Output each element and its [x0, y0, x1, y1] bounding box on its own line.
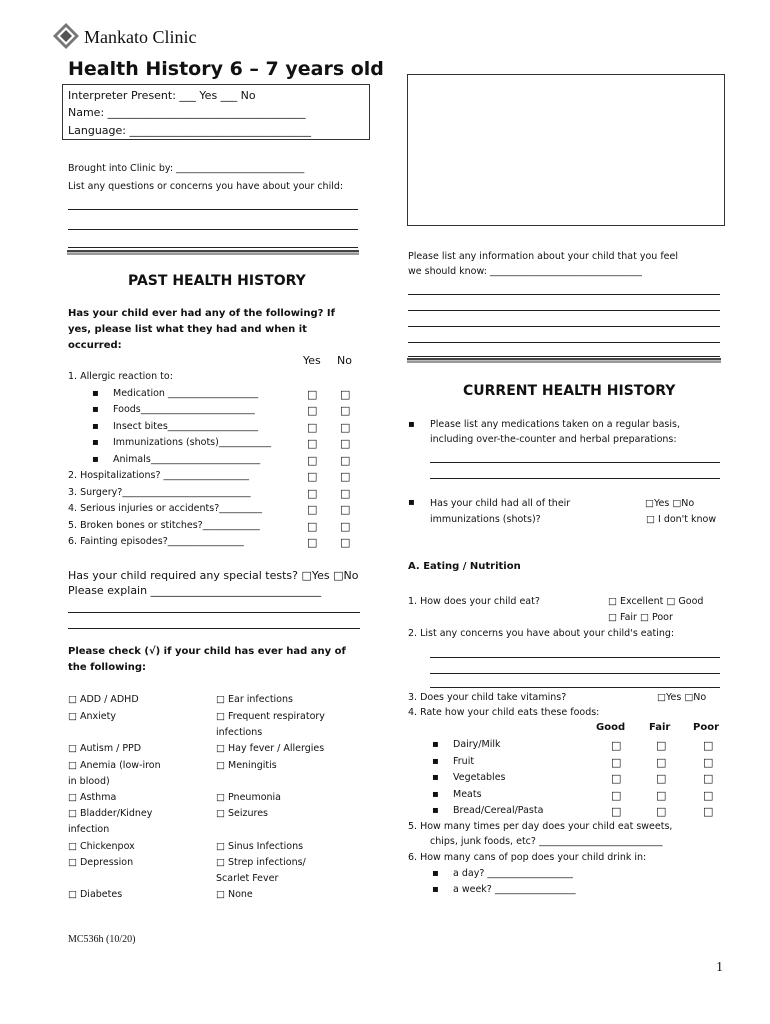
no-checkbox[interactable]: □: [340, 487, 351, 500]
q6-pop: 6. How many cans of pop does your child drink in:: [408, 852, 647, 863]
condition-checkbox-item[interactable]: □ Anemia (low-iron: [68, 760, 161, 771]
info-line[interactable]: [408, 326, 720, 327]
eating-section-heading: A. Eating / Nutrition: [408, 561, 521, 572]
fair-checkbox[interactable]: □: [656, 739, 667, 752]
no-checkbox[interactable]: □: [340, 520, 351, 533]
past-item-label: 5. Broken bones or stitches?____________: [68, 520, 260, 531]
language-field[interactable]: Language: _________________________________: [68, 124, 311, 137]
yes-checkbox[interactable]: □: [307, 503, 318, 516]
yes-column-header: Yes: [303, 354, 321, 367]
fair-checkbox[interactable]: □: [656, 788, 667, 802]
yes-checkbox[interactable]: □: [307, 520, 318, 533]
poor-checkbox[interactable]: □: [703, 772, 714, 785]
past-question-line1: Has your child ever had any of the following? If: [68, 308, 335, 319]
condition-checkbox-item[interactable]: □ Anxiety: [68, 711, 116, 722]
special-tests-question[interactable]: Has your child required any special tests? □Yes □No: [68, 569, 359, 582]
info-field[interactable]: we should know: ________________________________: [408, 266, 642, 277]
section-divider: [407, 358, 721, 363]
q3-options[interactable]: □Yes □No: [657, 692, 707, 703]
food-label: Vegetables: [453, 772, 506, 783]
immun-prompt-line1: Has your child had all of their: [430, 498, 571, 509]
past-item-label: 4. Serious injuries or accidents?_________: [68, 503, 262, 514]
past-question-line2: yes, please list what they had and when it: [68, 324, 307, 335]
explain-line[interactable]: [68, 628, 360, 629]
immun-prompt-line2: immunizations (shots)?: [430, 514, 541, 525]
questions-line[interactable]: [68, 247, 358, 248]
page-number: 1: [716, 960, 723, 975]
condition-checkbox-item[interactable]: □ Autism / PPD: [68, 743, 142, 754]
brought-by-field[interactable]: Brought into Clinic by: ___________________________: [68, 163, 305, 174]
past-item-label: 3. Surgery?___________________________: [68, 487, 251, 498]
past-question-line3: occurred:: [68, 340, 122, 351]
no-checkbox[interactable]: □: [340, 388, 351, 401]
bullet-icon: ▪: [432, 805, 439, 816]
bullet-icon: ▪: [432, 772, 439, 783]
meds-line[interactable]: [430, 462, 720, 463]
check-heading-line2: the following:: [68, 662, 147, 673]
no-checkbox[interactable]: □: [340, 536, 351, 549]
q3-vitamins: 3. Does your child take vitamins?: [408, 692, 567, 703]
no-checkbox[interactable]: □: [340, 503, 351, 516]
no-checkbox[interactable]: □: [340, 437, 351, 450]
no-column-header: No: [337, 354, 352, 367]
clinic-logo-icon: [52, 22, 80, 50]
q1-eat: 1. How does your child eat?: [408, 596, 540, 607]
info-line[interactable]: [408, 356, 720, 357]
yes-checkbox[interactable]: □: [307, 454, 318, 467]
condition-checkbox-item[interactable]: □ Asthma: [68, 792, 117, 803]
explain-field[interactable]: Please explain _______________________________: [68, 584, 322, 597]
questions-line[interactable]: [68, 209, 358, 210]
condition-checkbox-item[interactable]: □ Sinus Infections: [216, 841, 304, 852]
meds-prompt-line2: including over-the-counter and herbal preparations:: [430, 434, 677, 445]
condition-checkbox-item[interactable]: □ Diabetes: [68, 889, 123, 900]
concerns-line[interactable]: [430, 673, 720, 674]
good-checkbox[interactable]: □: [611, 755, 622, 769]
past-item-label: 6. Fainting episodes?________________: [68, 536, 244, 547]
condition-checkbox-item[interactable]: Scarlet Fever: [216, 873, 279, 884]
past-item-label: Animals_______________________: [113, 454, 261, 465]
concerns-line[interactable]: [430, 657, 720, 658]
page-title: Health History 6 – 7 years old: [68, 58, 384, 80]
explain-line[interactable]: [68, 612, 360, 613]
no-checkbox[interactable]: □: [340, 454, 351, 467]
questions-prompt: List any questions or concerns you have about your child:: [68, 181, 344, 192]
condition-checkbox-item[interactable]: □ Chickenpox: [68, 841, 135, 852]
q1-options-row2[interactable]: □ Fair □ Poor: [608, 612, 673, 623]
bullet-icon: ▪: [92, 421, 99, 432]
section-divider: [67, 250, 359, 255]
meds-prompt-line1: Please list any medications taken on a regular basis,: [430, 419, 680, 430]
condition-checkbox-item[interactable]: □ Seizures: [216, 808, 269, 819]
condition-checkbox-item[interactable]: in blood): [68, 776, 110, 787]
condition-checkbox-item[interactable]: □ Meningitis: [216, 760, 277, 771]
q1-options-row1[interactable]: □ Excellent □ Good: [608, 596, 704, 607]
past-history-heading: PAST HEALTH HISTORY: [128, 273, 306, 289]
pop-week-field[interactable]: a week? _________________: [453, 884, 576, 895]
good-checkbox[interactable]: □: [611, 805, 622, 818]
poor-checkbox[interactable]: □: [703, 739, 714, 752]
current-history-heading: CURRENT HEALTH HISTORY: [463, 383, 676, 399]
no-checkbox[interactable]: □: [340, 470, 351, 483]
condition-checkbox-item[interactable]: □ Bladder/Kidney: [68, 808, 153, 819]
condition-checkbox-item[interactable]: infections: [216, 727, 263, 738]
rate-col-good: Good: [596, 722, 626, 733]
fair-checkbox[interactable]: □: [656, 772, 667, 785]
immun-yes-no[interactable]: □Yes □No: [645, 498, 695, 509]
fair-checkbox[interactable]: □: [656, 805, 667, 818]
bullet-icon: ▪: [92, 437, 99, 448]
bullet-icon: ▪: [432, 739, 439, 750]
yes-checkbox[interactable]: □: [307, 437, 318, 450]
past-item-label: Immunizations (shots)___________: [113, 437, 272, 448]
pop-day-field[interactable]: a day? __________________: [453, 868, 573, 879]
bullet-icon: ▪: [432, 884, 439, 895]
yes-checkbox[interactable]: □: [307, 470, 318, 483]
condition-checkbox-item[interactable]: □ Pneumonia: [216, 792, 281, 803]
no-checkbox[interactable]: □: [340, 404, 351, 417]
poor-checkbox[interactable]: □: [703, 805, 714, 818]
condition-checkbox-item[interactable]: □ Hay fever / Allergies: [216, 743, 325, 754]
no-checkbox[interactable]: □: [340, 421, 351, 434]
condition-checkbox-item[interactable]: □ Frequent respiratory: [216, 711, 325, 722]
yes-checkbox[interactable]: □: [307, 536, 318, 549]
past-item-label: Foods________________________: [113, 404, 255, 415]
fair-checkbox[interactable]: □: [656, 755, 667, 769]
info-line[interactable]: [408, 342, 720, 343]
q5-sweets-line1: 5. How many times per day does your child eat sweets,: [408, 821, 673, 832]
condition-checkbox-item[interactable]: □ Strep infections/: [216, 857, 306, 868]
name-field[interactable]: Name: ____________________________________: [68, 106, 306, 119]
rate-col-poor: Poor: [693, 722, 720, 733]
food-label: Bread/Cereal/Pasta: [453, 805, 544, 816]
form-code: MC536h (10/20): [68, 934, 136, 945]
poor-checkbox[interactable]: □: [703, 755, 714, 769]
bullet-icon: ▪: [432, 868, 439, 879]
yes-checkbox[interactable]: □: [307, 404, 318, 417]
bullet-icon: ▪: [92, 388, 99, 399]
rate-col-fair: Fair: [649, 722, 671, 733]
condition-checkbox-item[interactable]: infection: [68, 824, 110, 835]
good-checkbox[interactable]: □: [611, 739, 622, 752]
past-item-label: 2. Hospitalizations? __________________: [68, 470, 250, 481]
concerns-line[interactable]: [430, 687, 720, 688]
immun-dont-know[interactable]: □ I don't know: [646, 514, 717, 525]
condition-checkbox-item[interactable]: □ Ear infections: [216, 694, 293, 705]
info-line[interactable]: [408, 294, 720, 295]
poor-checkbox[interactable]: □: [703, 788, 714, 802]
good-checkbox[interactable]: □: [611, 772, 622, 785]
past-item-label: Insect bites___________________: [113, 421, 259, 432]
label-box: [407, 74, 725, 226]
interpreter-field[interactable]: Interpreter Present: ___ Yes ___ No: [68, 89, 256, 102]
condition-checkbox-item[interactable]: □ ADD / ADHD: [68, 694, 139, 705]
food-label: Dairy/Milk: [453, 739, 501, 750]
meds-line[interactable]: [430, 478, 720, 479]
past-item-label: Medication ___________________: [113, 388, 259, 399]
info-line[interactable]: [408, 310, 720, 311]
food-label: Fruit: [453, 755, 475, 767]
food-label: Meats: [453, 788, 482, 800]
q5-sweets-line2[interactable]: chips, junk foods, etc? __________________________: [430, 836, 663, 847]
bullet-icon: ▪: [408, 419, 415, 430]
bullet-icon: ▪: [408, 497, 415, 508]
condition-checkbox-item[interactable]: □ None: [216, 889, 253, 900]
bullet-icon: ▪: [432, 755, 439, 767]
yes-checkbox[interactable]: □: [307, 421, 318, 434]
bullet-icon: ▪: [92, 454, 99, 465]
clinic-name: Mankato Clinic: [84, 27, 197, 47]
q2-concerns: 2. List any concerns you have about your child's eating:: [408, 628, 675, 639]
condition-checkbox-item[interactable]: □ Depression: [68, 857, 134, 868]
bullet-icon: ▪: [432, 788, 439, 800]
bullet-icon: ▪: [92, 404, 99, 415]
yes-checkbox[interactable]: □: [307, 388, 318, 401]
past-item-label: 1. Allergic reaction to:: [68, 371, 173, 382]
questions-line[interactable]: [68, 229, 358, 230]
check-heading-line1: Please check (√) if your child has ever had any of: [68, 646, 346, 657]
q4-rate: 4. Rate how your child eats these foods:: [408, 707, 600, 718]
info-prompt: Please list any information about your child that you feel: [408, 251, 678, 262]
good-checkbox[interactable]: □: [611, 788, 622, 802]
yes-checkbox[interactable]: □: [307, 487, 318, 500]
